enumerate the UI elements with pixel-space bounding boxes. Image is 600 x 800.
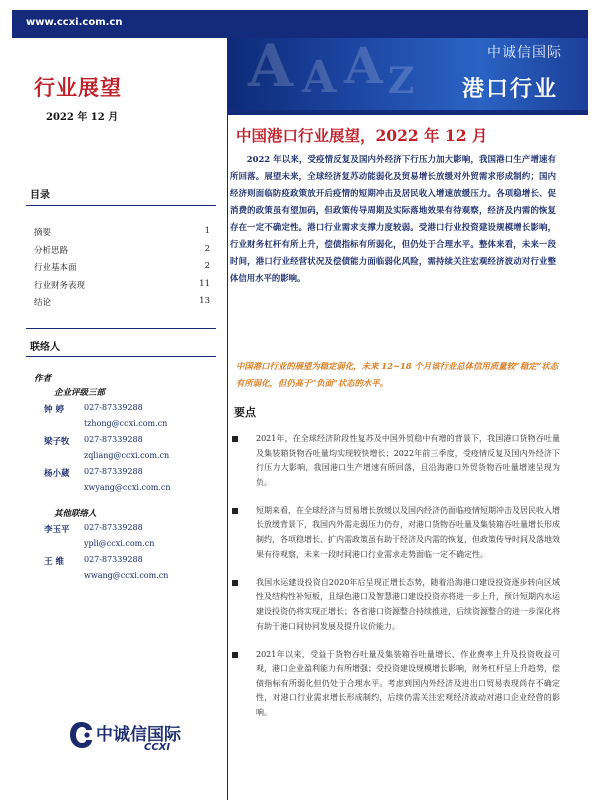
toc-item-page: 11 xyxy=(199,278,210,289)
report-type-title: 行业展望 xyxy=(34,75,122,100)
contact-email[interactable]: tzhong@ccxi.com.cn xyxy=(84,419,168,428)
toc-item[interactable] xyxy=(34,279,210,297)
contact-name: 梁子牧 xyxy=(44,437,70,447)
key-point xyxy=(230,648,560,721)
website-url[interactable]: www.ccxi.com.cn xyxy=(26,17,123,28)
toc-item-page: 13 xyxy=(199,296,210,306)
outlook-statement: 中国港口行业的展望为稳定弱化，未来 12~18 个月该行业总体信用质量较“稳定”状态有所弱化，但仍高于“负面”状态的水平。 xyxy=(236,361,559,388)
contact-email[interactable]: wwang@ccxi.com.cn xyxy=(84,571,169,580)
contact-name: 钟 婷 xyxy=(44,405,64,415)
table-of-contents xyxy=(34,226,210,314)
toc-heading: 目录 xyxy=(30,190,50,201)
key-points-heading: 要点 xyxy=(234,406,256,419)
banner-decor-icon: A xyxy=(302,52,337,103)
toc-item[interactable] xyxy=(34,244,210,262)
contact-name: 王 维 xyxy=(44,557,64,567)
key-point xyxy=(230,504,560,562)
key-point-text: 短期来看，在全球经济与贸易增长放缓以及国内经济仍面临疫情短期冲击及居民收入增长放缓背景下，我国内外需走弱压力仍存，对港口货物吞吐量及集装箱吞吐量增长形成制约，各项稳增长、扩内需政策虽有助于经济及内需的恢复，但政策传导时间及落地效果有待观察，未来一段时间港口行业需求走势面临一定不确定性。 xyxy=(256,505,560,559)
logo-mark-icon xyxy=(68,720,94,750)
header-bar xyxy=(12,10,588,38)
key-points-list xyxy=(230,432,560,734)
contact-name: 李玉平 xyxy=(44,525,70,535)
toc-item-label: 结论 xyxy=(34,298,52,308)
toc-item-page: 2 xyxy=(204,243,210,254)
report-date: 2022 年 12 月 xyxy=(46,112,119,123)
key-point-text: 2021年，在全球经济阶段性复苏及中国外贸稳中有增的背景下，我国港口货物吞吐量及集装箱货物吞吐量均实现较快增长；2022年前三季度，受疫情反复及国内外经济下行压力大影响，我国港口生产增速有所回落，且沿海港口外贸货物吞吐量增速呈现为负。 xyxy=(256,434,560,487)
toc-item-label: 行业财务表现 xyxy=(34,280,86,291)
contact-email[interactable]: xwyang@ccxi.com.cn xyxy=(84,483,171,492)
toc-item[interactable] xyxy=(34,226,210,244)
toc-item-label: 摘要 xyxy=(34,228,52,238)
square-bullet-icon xyxy=(232,580,238,586)
header-banner xyxy=(228,38,588,110)
article-summary: 2022 年以来，受疫情反复及国内外经济下行压力加大影响，我国港口生产增速有所回落。展望未来，全球经济复苏动能弱化及贸易增长放缓对外贸需求形成制约；国内经济则面临防疫政策放开后疫情的短期冲击及居民收入增速放缓压力。各项稳增长、促消费的政策虽有望加码，但政策传导周期及实际落地效果有待观察，经济及内需的恢复存在一定不确定性。港口行业需求支撑力度较弱。受港口行业投资建设规模增长影响，行业财务杠杆有所上升，偿债指标有所弱化，但仍处于合理水平。整体来看，未来一段时间，港口行业经营状况及偿债能力面临弱化风险，需持续关注宏观经济波动对行业整体信用水平的影响。 xyxy=(230,154,556,283)
banner-decor-icon: A xyxy=(248,38,294,100)
divider xyxy=(26,356,216,357)
toc-item-label: 行业基本面 xyxy=(34,263,77,273)
contact-phone: 027-87339288 xyxy=(84,467,143,476)
banner-underline xyxy=(228,110,588,115)
other-contacts-label: 其他联络人 xyxy=(54,509,97,519)
banner-decor-icon: A xyxy=(344,38,383,95)
toc-item[interactable] xyxy=(34,296,210,314)
logo-text-en: CCXI xyxy=(144,742,171,753)
contact-phone: 027-87339288 xyxy=(84,523,143,532)
contact-email[interactable]: zqliang@ccxi.com.cn xyxy=(84,451,170,460)
banner-brand: 中诚信国际 xyxy=(487,45,562,61)
contact-phone: 027-87339288 xyxy=(84,435,143,444)
logo-text-cn: 中诚信国际 xyxy=(96,725,181,745)
industry-title: 港口行业 xyxy=(461,77,558,102)
toc-item-page: 1 xyxy=(204,226,210,236)
square-bullet-icon xyxy=(232,652,238,658)
divider xyxy=(26,205,216,206)
square-bullet-icon xyxy=(232,436,238,442)
authors-label: 作者 xyxy=(34,374,52,384)
contacts-heading: 联络人 xyxy=(30,342,60,353)
banner-decor-icon: Z xyxy=(388,60,415,102)
key-point xyxy=(230,432,560,490)
toc-item-page: 2 xyxy=(204,261,210,271)
key-point xyxy=(230,576,560,634)
key-point-text: 我国水运建设投资自2020年后呈现正增长态势，随着沿海港口建设投资逐步转向区域性及结构性补短板，且绿色港口及智慧港口建设投资亦将进一步上升，预计短期内水运建设投资仍将实现正增长；各省港口资源整合持续推进，后续资源整合的进一步深化将有助于港口间协同发展及提升议价能力。 xyxy=(256,577,560,631)
contact-name: 杨小葳 xyxy=(44,469,70,479)
toc-item[interactable] xyxy=(34,261,210,279)
company-logo xyxy=(68,718,188,758)
divider xyxy=(26,328,216,329)
key-point-text: 2021年以来，受益于货物吞吐量及集装箱吞吐量增长、作业费率上升及投资收益可观，港口企业盈利能力有所增强；受投资建设规模增长影响，财务杠杆呈上升趋势，偿债指标有所弱化但仍处于合理水平。考虑到国内外经济及进出口贸易表现尚存不确定性，对港口行业需求增长形成制约，后续仍需关注宏观经济波动对港口企业经营的影响。 xyxy=(256,649,560,717)
contact-phone: 027-87339288 xyxy=(84,403,143,412)
contact-email[interactable]: ypli@ccxi.com.cn xyxy=(84,539,155,548)
toc-item-label: 分析思路 xyxy=(34,245,69,256)
department-label: 企业评级三部 xyxy=(54,388,106,398)
contact-phone: 027-87339288 xyxy=(84,555,143,564)
square-bullet-icon xyxy=(232,508,238,514)
article-title: 中国港口行业展望，2022 年 12 月 xyxy=(236,126,488,145)
